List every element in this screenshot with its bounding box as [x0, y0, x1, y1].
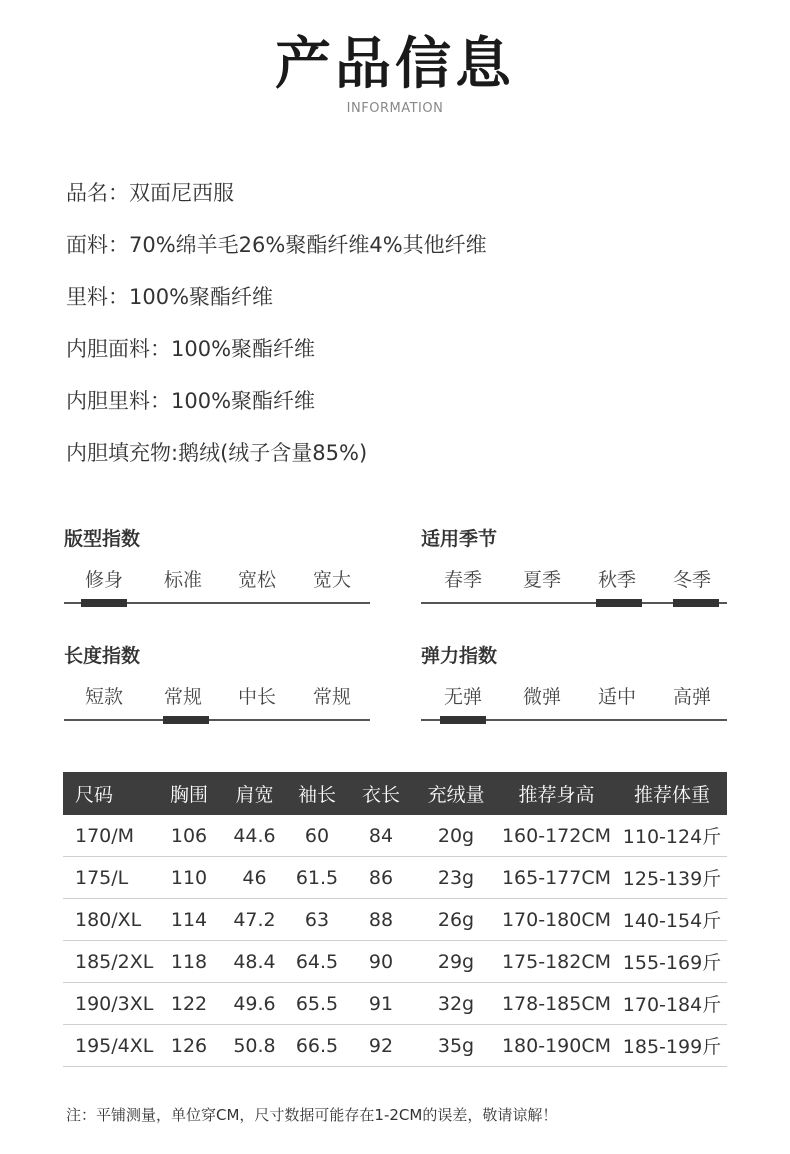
size-table-header-row — [63, 772, 727, 815]
season-option-summer: 夏季 — [522, 569, 561, 591]
header-chest: 胸围 — [157, 772, 221, 815]
cell-size: 175/L — [63, 857, 157, 899]
cell-weight: 170-184斤 — [617, 983, 727, 1025]
cell-height: 178-185CM — [496, 983, 617, 1025]
cell-length: 88 — [346, 899, 416, 941]
info-inner-lining: 内胆里料：100%聚酯纤维 — [66, 389, 316, 413]
fit-option-oversized: 宽大 — [312, 569, 351, 591]
header-shoulder: 肩宽 — [221, 772, 288, 815]
cell-chest: 118 — [157, 941, 221, 983]
season-title: 适用季节 — [421, 528, 498, 550]
header-length: 衣长 — [346, 772, 416, 815]
cell-down-fill: 20g — [416, 815, 496, 857]
cell-sleeve: 64.5 — [288, 941, 346, 983]
info-lining: 里料：100%聚酯纤维 — [66, 285, 274, 309]
season-option-spring: 春季 — [443, 569, 482, 591]
cell-chest: 106 — [157, 815, 221, 857]
cell-shoulder: 47.2 — [221, 899, 288, 941]
info-inner-fabric: 内胆面料：100%聚酯纤维 — [66, 337, 316, 361]
cell-down-fill: 32g — [416, 983, 496, 1025]
cell-shoulder: 44.6 — [221, 815, 288, 857]
cell-sleeve: 65.5 — [288, 983, 346, 1025]
season-option-winter: 冬季 — [672, 569, 711, 591]
info-product-name: 品名：双面尼西服 — [66, 181, 234, 205]
length-index-title: 长度指数 — [64, 645, 141, 667]
stretch-option-high: 高弹 — [672, 686, 711, 708]
page-subtitle: INFORMATION — [346, 101, 444, 116]
cell-sleeve: 61.5 — [288, 857, 346, 899]
stretch-selected-marker — [440, 716, 486, 724]
cell-chest: 122 — [157, 983, 221, 1025]
header-size: 尺码 — [63, 772, 157, 815]
cell-shoulder: 50.8 — [221, 1025, 288, 1067]
season-option-autumn: 秋季 — [597, 569, 636, 591]
header-sleeve: 袖长 — [288, 772, 346, 815]
cell-down-fill: 35g — [416, 1025, 496, 1067]
cell-height: 160-172CM — [496, 815, 617, 857]
cell-height: 180-190CM — [496, 1025, 617, 1067]
cell-length: 86 — [346, 857, 416, 899]
cell-length: 90 — [346, 941, 416, 983]
cell-size: 190/3XL — [63, 983, 157, 1025]
cell-shoulder: 49.6 — [221, 983, 288, 1025]
cell-down-fill: 29g — [416, 941, 496, 983]
length-option-regular-2: 常规 — [312, 686, 351, 708]
cell-weight: 125-139斤 — [617, 857, 727, 899]
table-row — [63, 983, 727, 1025]
stretch-option-none: 无弹 — [443, 686, 482, 708]
cell-down-fill: 26g — [416, 899, 496, 941]
cell-weight: 110-124斤 — [617, 815, 727, 857]
cell-height: 175-182CM — [496, 941, 617, 983]
cell-sleeve: 60 — [288, 815, 346, 857]
page-title: 产品信息 — [275, 32, 515, 97]
length-selected-marker — [163, 716, 209, 724]
cell-sleeve: 63 — [288, 899, 346, 941]
cell-height: 170-180CM — [496, 899, 617, 941]
cell-height: 165-177CM — [496, 857, 617, 899]
cell-sleeve: 66.5 — [288, 1025, 346, 1067]
fit-index-title: 版型指数 — [64, 528, 141, 550]
cell-shoulder: 48.4 — [221, 941, 288, 983]
fit-selected-marker — [81, 599, 127, 607]
info-fabric: 面料：70%绵羊毛26%聚酯纤维4%其他纤维 — [66, 233, 487, 257]
cell-size: 180/XL — [63, 899, 157, 941]
fit-option-slim: 修身 — [84, 569, 123, 591]
length-scale-line — [64, 719, 370, 721]
header-recommended-weight: 推荐体重 — [617, 772, 727, 815]
cell-chest: 110 — [157, 857, 221, 899]
cell-length: 84 — [346, 815, 416, 857]
cell-size: 170/M — [63, 815, 157, 857]
length-option-regular: 常规 — [163, 686, 202, 708]
size-table — [63, 772, 727, 1067]
info-filling: 内胆填充物:鹅绒(绒子含量85%) — [66, 441, 368, 465]
fit-option-loose: 宽松 — [237, 569, 276, 591]
length-option-short: 短款 — [84, 686, 123, 708]
cell-chest: 114 — [157, 899, 221, 941]
measurement-note: 注：平铺测量，单位穿CM，尺寸数据可能存在1-2CM的误差，敬请谅解！ — [66, 1106, 558, 1124]
fit-option-standard: 标准 — [163, 569, 202, 591]
season-selected-marker-autumn — [596, 599, 642, 607]
cell-weight: 140-154斤 — [617, 899, 727, 941]
table-row — [63, 899, 727, 941]
cell-weight: 185-199斤 — [617, 1025, 727, 1067]
header-down-fill: 充绒量 — [416, 772, 496, 815]
cell-chest: 126 — [157, 1025, 221, 1067]
table-row — [63, 857, 727, 899]
cell-size: 195/4XL — [63, 1025, 157, 1067]
stretch-option-slight: 微弹 — [522, 686, 561, 708]
cell-size: 185/2XL — [63, 941, 157, 983]
cell-length: 91 — [346, 983, 416, 1025]
stretch-index-title: 弹力指数 — [421, 645, 498, 667]
cell-down-fill: 23g — [416, 857, 496, 899]
cell-shoulder: 46 — [221, 857, 288, 899]
cell-weight: 155-169斤 — [617, 941, 727, 983]
cell-length: 92 — [346, 1025, 416, 1067]
stretch-option-moderate: 适中 — [597, 686, 636, 708]
header-recommended-height: 推荐身高 — [496, 772, 617, 815]
table-row — [63, 815, 727, 857]
season-selected-marker-winter — [673, 599, 719, 607]
table-row — [63, 941, 727, 983]
table-row — [63, 1025, 727, 1067]
length-option-mid: 中长 — [237, 686, 276, 708]
